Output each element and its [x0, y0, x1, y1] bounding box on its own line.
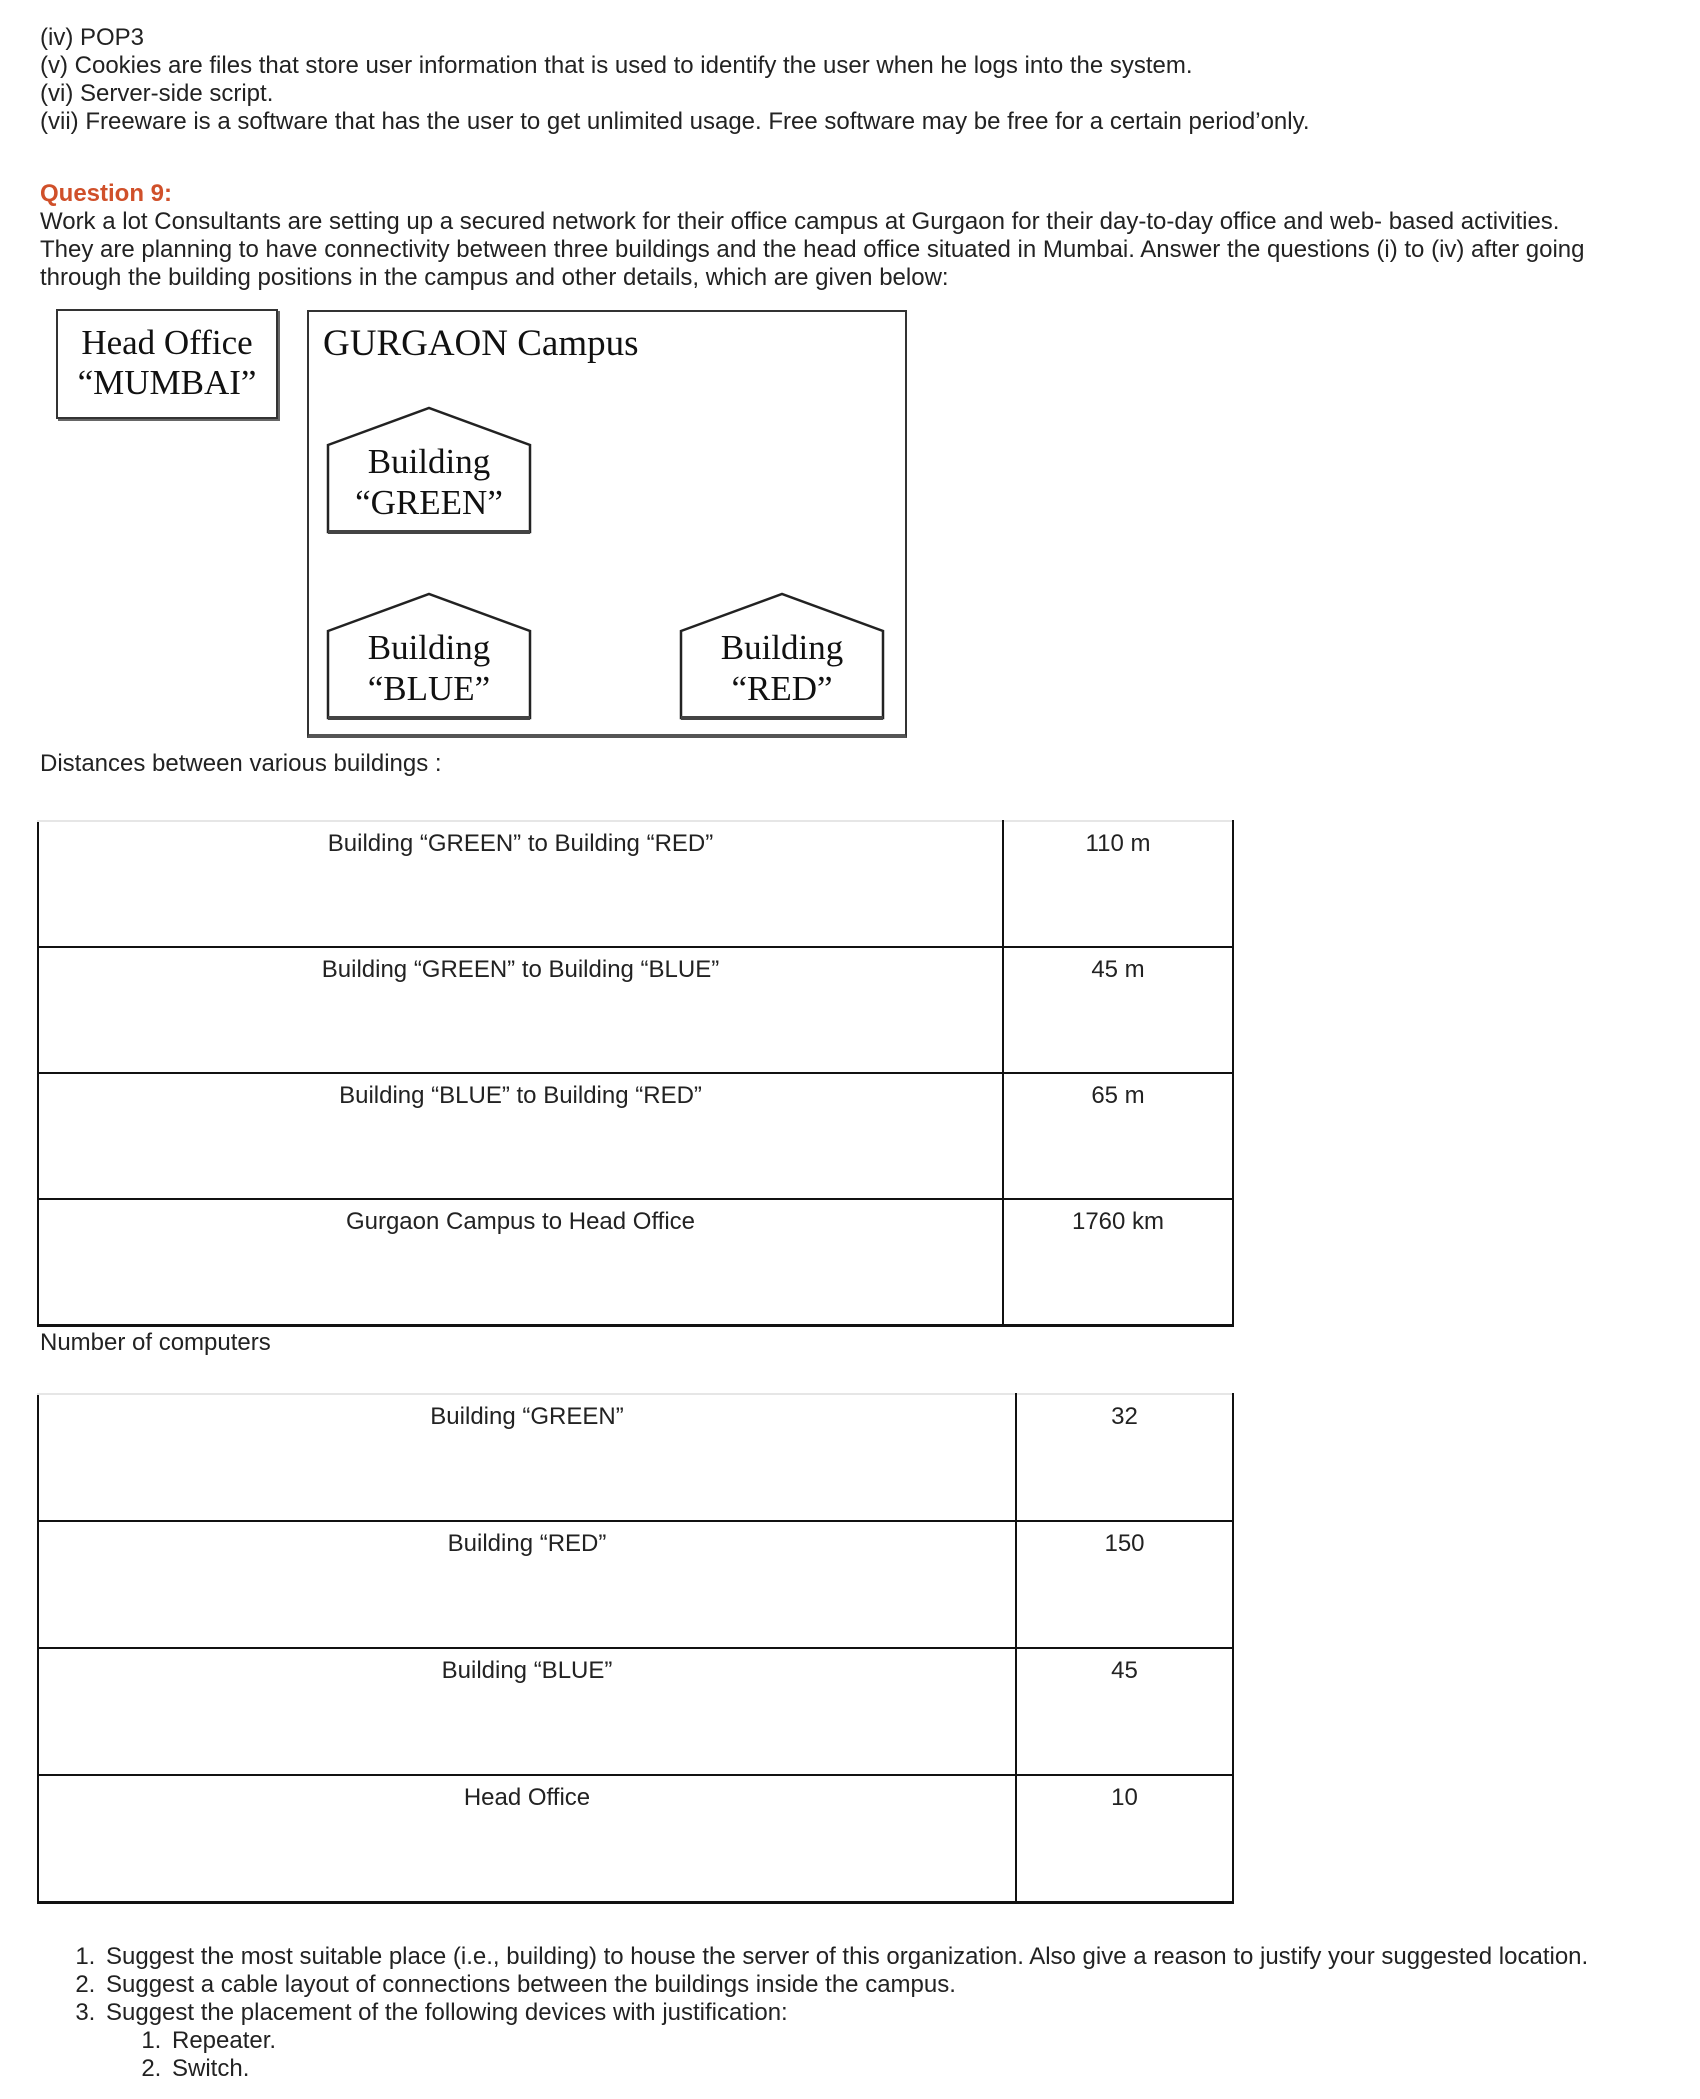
table-row — [38, 1073, 1233, 1199]
head-office-box — [56, 309, 278, 419]
building-label: Building “BLUE” — [38, 1648, 1016, 1775]
table-row — [38, 1648, 1233, 1775]
computer-count: 10 — [1016, 1775, 1233, 1902]
computer-count: 45 — [1016, 1648, 1233, 1775]
device-list — [106, 2027, 1588, 2083]
answer-vii: (vii) Freeware is a software that has the user to get unlimited usage. Free software may be free for a certain period’only. — [40, 108, 1310, 135]
sub-question-text: Suggest the most suitable place (i.e., building) to house the server of this organization. Also give a reason to justify your suggested location. — [106, 1943, 1589, 1970]
building-label: Building “GREEN” — [38, 1394, 1016, 1521]
question-title: Question 9: — [40, 180, 173, 207]
head-office-city: “MUMBAI” — [77, 363, 257, 402]
device-item: 1. Repeater. — [168, 2027, 1588, 2055]
table-row — [38, 1775, 1233, 1902]
building-red-name: “RED” — [731, 669, 833, 708]
table-row — [38, 947, 1233, 1073]
answer-vi: (vi) Server-side script. — [40, 80, 274, 107]
building-red — [679, 591, 885, 721]
building-label: Head Office — [38, 1775, 1016, 1902]
building-red-label: Building — [720, 628, 844, 667]
building-blue-name: “BLUE” — [367, 669, 491, 708]
table-row — [38, 1521, 1233, 1648]
distance-value: 1760 km — [1003, 1199, 1233, 1325]
table-row — [38, 1394, 1233, 1521]
table-row — [38, 1199, 1233, 1325]
question-body-line-1: Work a lot Consultants are setting up a secured network for their office campus at Gurgaon for their day-to-day office and web- based activities. — [40, 208, 1560, 235]
distances-table — [37, 820, 1234, 1327]
table-row — [38, 821, 1233, 947]
distance-value: 65 m — [1003, 1073, 1233, 1199]
computers-caption: Number of computers — [40, 1329, 271, 1356]
distance-label: Building “GREEN” to Building “RED” — [38, 821, 1003, 947]
sub-question — [102, 1943, 1588, 1971]
building-green-name: “GREEN” — [355, 483, 503, 522]
device-item: 2. Switch. — [168, 2055, 1588, 2083]
campus-title: GURGAON Campus — [323, 323, 639, 364]
building-green-label: Building — [367, 442, 491, 481]
computers-table — [37, 1393, 1234, 1904]
sub-question-text: Suggest a cable layout of connections between the buildings inside the campus. — [106, 1971, 956, 1998]
sub-question-list — [40, 1943, 1588, 2083]
head-office-label: Head Office — [81, 323, 253, 362]
distance-value: 45 m — [1003, 947, 1233, 1073]
building-blue-label: Building — [367, 628, 491, 667]
distance-label: Building “BLUE” to Building “RED” — [38, 1073, 1003, 1199]
distances-caption: Distances between various buildings : — [40, 750, 442, 777]
sub-question-text: Suggest the placement of the following devices with justification: — [106, 1999, 788, 2026]
building-green — [326, 405, 532, 535]
answer-iv: (iv) POP3 — [40, 24, 145, 51]
question-body-line-2: They are planning to have connectivity between three buildings and the head office situated in Mumbai. Answer the questions (i) to (iv) after going — [40, 236, 1585, 263]
building-label: Building “RED” — [38, 1521, 1016, 1648]
question-body-line-3: through the building positions in the campus and other details, which are given below: — [40, 264, 949, 291]
computer-count: 32 — [1016, 1394, 1233, 1521]
distance-value: 110 m — [1003, 821, 1233, 947]
sub-question — [102, 1971, 1588, 1999]
sub-question — [102, 1999, 1588, 2083]
answer-v: (v) Cookies are files that store user information that is used to identify the user when he logs into the system. — [40, 52, 1193, 79]
building-blue — [326, 591, 532, 721]
distance-label: Building “GREEN” to Building “BLUE” — [38, 947, 1003, 1073]
computer-count: 150 — [1016, 1521, 1233, 1648]
distance-label: Gurgaon Campus to Head Office — [38, 1199, 1003, 1325]
